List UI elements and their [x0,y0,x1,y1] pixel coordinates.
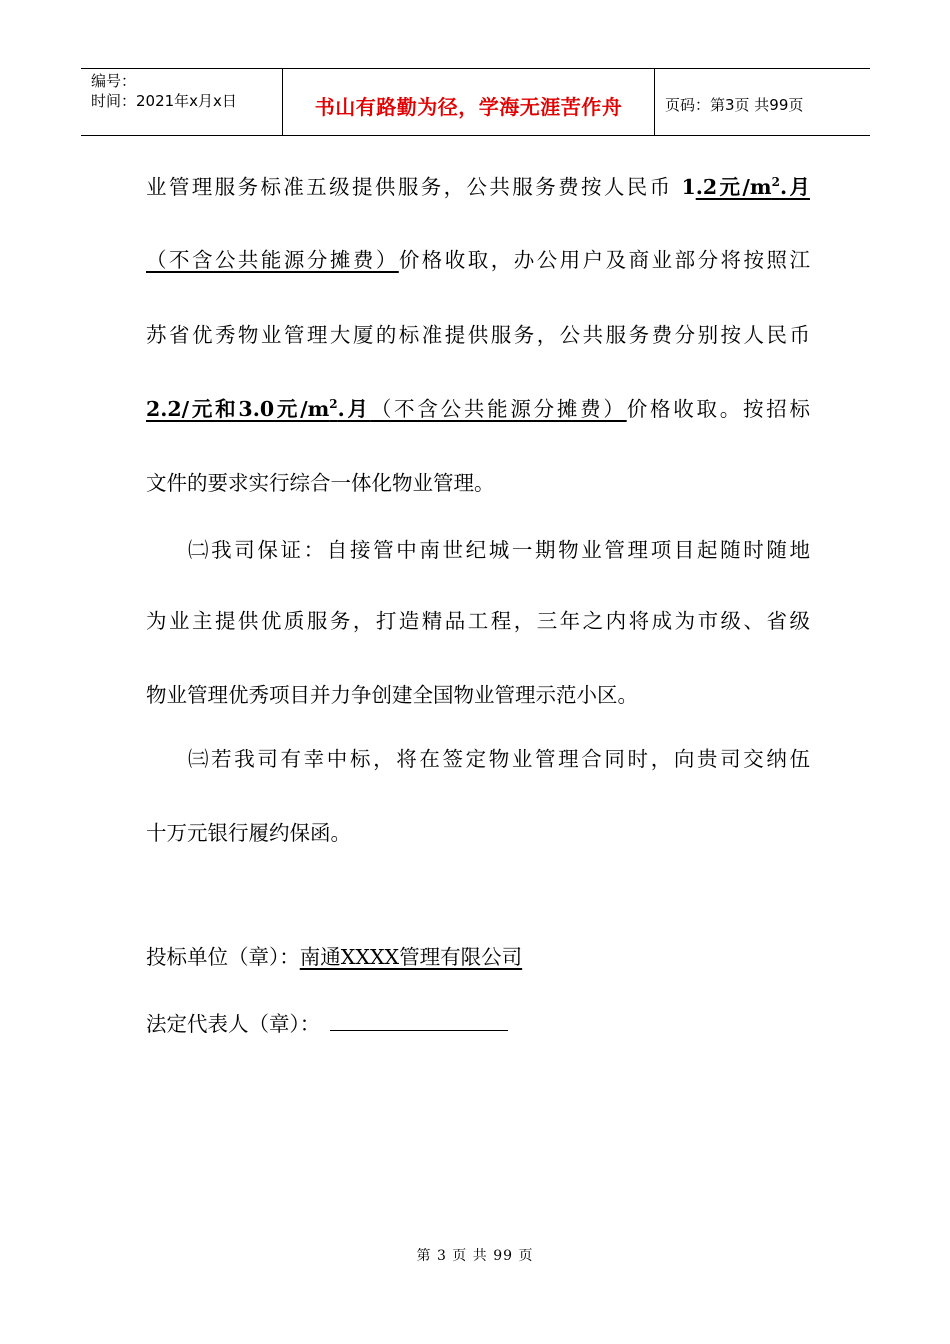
price-value: .2元/m [695,175,772,199]
page-footer: 第 3 页 共 99 页 [416,1248,534,1264]
body-text: ㈡我司保证：自接管中南世纪城一期物业管理项目起随时随地 [188,538,810,562]
bidder-line [146,943,810,971]
body-line-2 [146,246,810,274]
bidder-company: 南通XXXX管理有限公司 [299,945,523,969]
body-text: 十万元银行履约保函。 [146,821,351,845]
body-text: 苏省优秀物业管理大厦的标准提供服务，公共服务费分别按人民币 [146,323,810,347]
body-line-9 [188,745,810,773]
body-line-10 [146,819,810,847]
unit-superscript: 2 [771,175,780,190]
body-line-6 [188,536,810,564]
price-public-a: 1 [681,175,696,199]
legal-rep-label: 法定代表人（章）： [146,1012,321,1036]
price-unit-month: .月 [337,397,371,421]
body-line-8 [146,681,810,709]
price-unit-month: .月 [779,175,810,199]
header-meta [81,69,283,135]
body-text: 价格收取。按招标 [626,397,811,421]
unit-superscript: 2 [329,397,338,412]
body-line-3 [146,321,810,349]
body-line-7 [146,607,810,635]
header-page-number: 页码：第3页 共99页 [665,95,804,114]
body-line-1 [146,173,810,201]
excluded-energy-note: （不含公共能源分摊费） [370,397,627,421]
body-text: 文件的要求实行综合一体化物业管理。 [146,471,495,495]
body-text: 价格收取，办公用户及商业部分将按照江 [398,248,811,272]
bidder-label: 投标单位（章）： [146,945,300,969]
header-motto: 书山有路勤为径，学海无涯苦作舟 [283,69,655,135]
body-text: 业管理服务标准五级提供服务，公共服务费按人民币 [146,175,682,199]
excluded-energy-note: （不含公共能源分摊费） [146,248,399,272]
document-time: 时间：2021年x月x日 [91,92,237,110]
body-line-4 [146,395,810,423]
document-number: 编号： [91,72,137,90]
signature-blank-field[interactable] [330,1008,508,1031]
body-text: 为业主提供优质服务，打造精品工程，三年之内将成为市级、省级 [146,609,810,633]
body-text: ㈢若我司有幸中标，将在签定物业管理合同时，向贵司交纳伍 [188,747,810,771]
legal-rep-line [146,1008,810,1038]
page-header [81,68,870,136]
body-line-5 [146,469,810,497]
price-value: 2.2/元和3.0元/m [146,397,330,421]
price-office-commercial [146,397,371,421]
body-text: 物业管理优秀项目并力争创建全国物业管理示范小区。 [146,683,638,707]
price-public-b [696,175,810,199]
